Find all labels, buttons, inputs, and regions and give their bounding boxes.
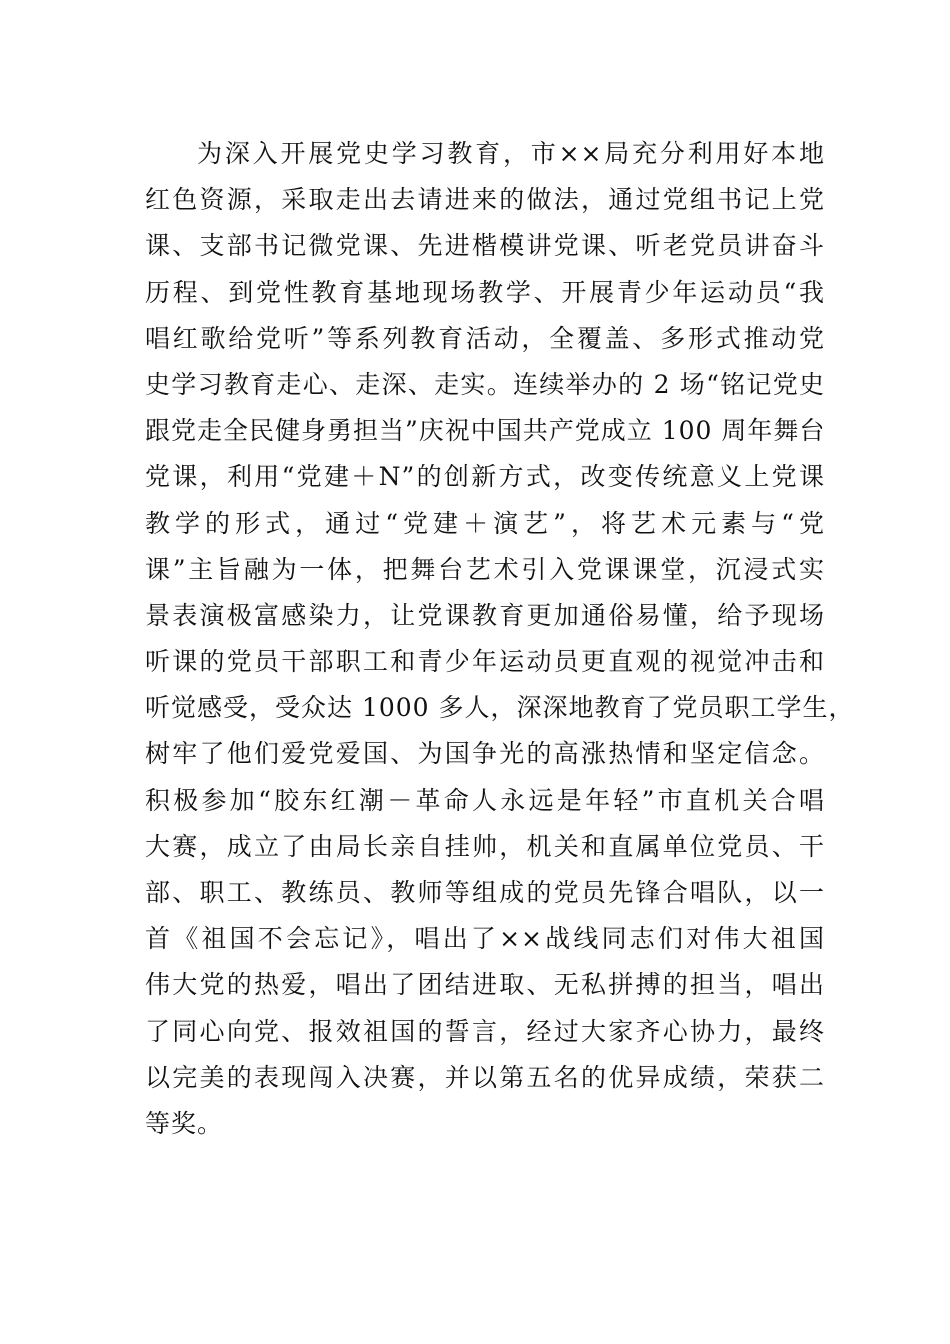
text-line-10: 课”主旨融为一体，把舞台艺术引入党课课堂，沉浸式实 [145, 554, 825, 584]
text-line-3: 课、支部书记微党课、先进楷模讲党课、听老党员讲奋斗 [145, 231, 825, 261]
text-line-8: 党课，利用“党建＋N”的创新方式，改变传统意义上党课 [145, 462, 825, 492]
text-line-16: 大赛，成立了由局长亲自挂帅，机关和直属单位党员、干 [145, 831, 825, 861]
text-line-18: 首《祖国不会忘记》，唱出了××战线同志们对伟大祖国 [145, 924, 825, 954]
text-line-9: 教学的形式，通过“党建＋演艺”，将艺术元素与“党 [145, 508, 825, 538]
text-line-6: 史学习教育走心、走深、走实。连续举办的 2 场“铭记党史 [145, 369, 825, 399]
text-line-13: 听觉感受，受众达 1000 多人，深深地教育了党员职工学生， [145, 693, 855, 723]
text-line-1: 为深入开展党史学习教育，市××局充分利用好本地 [197, 139, 825, 168]
text-line-7: 跟党走全民健身勇担当”庆祝中国共产党成立 100 周年舞台 [145, 416, 826, 446]
text-line-14: 树牢了他们爱党爱国、为国争光的高涨热情和坚定信念。 [145, 739, 825, 769]
text-line-5: 唱红歌给党听”等系列教育活动，全覆盖、多形式推动党 [145, 323, 825, 353]
text-line-21: 以完美的表现闯入决赛，并以第五名的优异成绩，荣获二 [145, 1062, 825, 1092]
text-line-12: 听课的党员干部职工和青少年运动员更直观的视觉冲击和 [145, 647, 825, 677]
text-line-17: 部、职工、教练员、教师等组成的党员先锋合唱队，以一 [145, 878, 825, 907]
text-line-19: 伟大党的热爱，唱出了团结进取、无私拼搏的担当，唱出 [145, 970, 825, 1000]
text-line-11: 景表演极富感染力，让党课教育更加通俗易懂，给予现场 [145, 600, 825, 630]
body-paragraph [145, 131, 855, 1147]
text-line-22: 等奖。 [145, 1108, 224, 1138]
text-line-20: 了同心向党、报效祖国的誓言，经过大家齐心协力，最终 [145, 1016, 825, 1046]
text-line-2: 红色资源，采取走出去请进来的做法，通过党组书记上党 [145, 185, 825, 215]
text-line-15: 积极参加“胶东红潮－革命人永远是年轻”市直机关合唱 [145, 785, 825, 815]
text-line-4: 历程、到党性教育基地现场教学、开展青少年运动员“我 [145, 277, 825, 307]
